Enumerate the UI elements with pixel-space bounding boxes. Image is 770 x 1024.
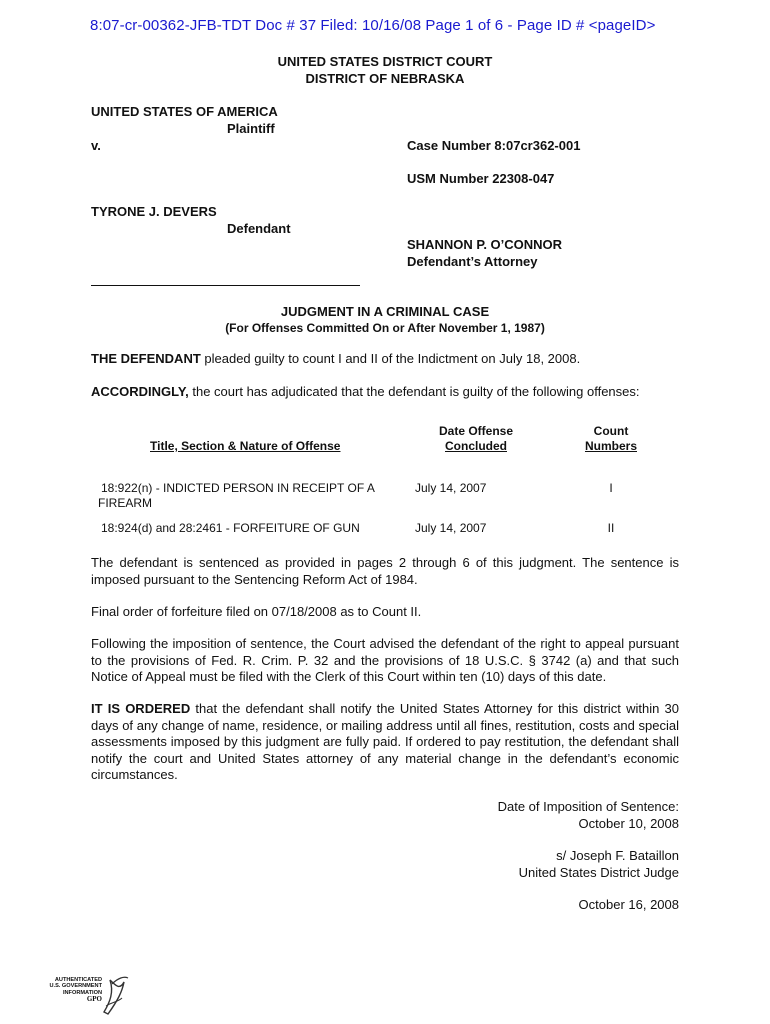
signed-date: October 16, 2008: [578, 897, 679, 912]
offense-row-1-date: July 14, 2007: [415, 481, 487, 495]
header-offense: Title, Section & Nature of Offense: [150, 439, 341, 453]
ordered-text: that the defendant shall notify the United States Attorney for this district within 30 days of any change of name, residence, or mailing address until all fines, restitution, costs and special assessments imposed by this judgment are fully paid. If ordered to pay restitution, the defendant shall notify the court and United States attorney of any material change in the defendant’s economic circumstances.: [91, 701, 679, 782]
defendant-name: TYRONE J. DEVERS: [91, 204, 217, 219]
judgment-subtitle: (For Offenses Committed On or After November 1, 1987): [225, 321, 545, 335]
header-date-1: Date Offense: [438, 424, 514, 438]
offense-row-1-line1: 18:922(n) - INDICTED PERSON IN RECEIPT OF A: [101, 481, 375, 495]
attorney-name: SHANNON P. O’CONNOR: [407, 237, 563, 252]
gpo-seal-text: [40, 977, 102, 1003]
accordingly-lead: ACCORDINGLY,: [91, 384, 189, 399]
accordingly-statement: [91, 384, 640, 399]
offense-row-2-count: II: [607, 521, 615, 535]
plaintiff-name: UNITED STATES OF AMERICA: [91, 104, 278, 119]
header-count-2: Numbers: [584, 439, 637, 453]
accordingly-text: the court has adjudicated that the defendant is guilty of the following offenses:: [188, 384, 640, 399]
judge-title: United States District Judge: [518, 865, 679, 880]
header-date-2: Concluded: [445, 439, 507, 453]
gpo-line-3: INFORMATION: [62, 989, 102, 996]
versus: v.: [91, 138, 101, 153]
plea-text: pleaded guilty to count I and II of the Indictment on July 18, 2008.: [200, 351, 581, 366]
gpo-line-2: U.S. GOVERNMENT: [49, 983, 102, 990]
offense-row-2-date: July 14, 2007: [415, 521, 487, 535]
judge-signature: s/ Joseph F. Bataillon: [556, 848, 679, 863]
imposition-date: October 10, 2008: [578, 816, 679, 831]
defendant-role: Defendant: [227, 221, 291, 236]
appeal-paragraph: Following the imposition of sentence, the Court advised the defendant of the right to appeal pursuant to the provisions of Fed. R. Crim. P. 32 and the provisions of 18 U.S.C. § 3742 (a) and that such Notice of Appeal must be filed with the Clerk of this Court within ten (10) days of this date.: [91, 636, 679, 684]
sentence-paragraph: The defendant is sentenced as provided in pages 2 through 6 of this judgment. The sentence is imposed pursuant to the Sentencing Reform Act of 1984.: [91, 555, 679, 587]
ordered-paragraph: [91, 701, 679, 784]
forfeiture-paragraph: Final order of forfeiture filed on 07/18/2008 as to Count II.: [91, 604, 422, 619]
gpo-line-4: GPO: [86, 995, 102, 1004]
usm-number: USM Number 22308-047: [407, 171, 555, 186]
offense-row-1-count: I: [609, 481, 613, 495]
gpo-authentication-seal: [40, 972, 132, 1016]
offense-row-2-line1: 18:924(d) and 28:2461 - FORFEITURE OF GUN: [101, 521, 360, 535]
attorney-role: Defendant’s Attorney: [407, 254, 538, 269]
ordered-lead: IT IS ORDERED: [91, 701, 191, 716]
court-district: DISTRICT OF NEBRASKA: [305, 71, 465, 86]
eagle-icon: [100, 972, 130, 1016]
docket-header: 8:07-cr-00362-JFB-TDT Doc # 37 Filed: 10/16/08 Page 1 of 6 - Page ID # <pageID>: [90, 17, 656, 34]
court-name: UNITED STATES DISTRICT COURT: [277, 54, 493, 69]
imposition-label: Date of Imposition of Sentence:: [497, 799, 679, 814]
gpo-line-1: AUTHENTICATED: [54, 977, 102, 983]
offense-row-1-line2: FIREARM: [98, 496, 152, 510]
caption-divider: [91, 285, 360, 286]
plea-statement: [91, 351, 580, 366]
plaintiff-role: Plaintiff: [227, 121, 275, 136]
case-number: Case Number 8:07cr362-001: [407, 138, 581, 153]
header-count-1: Count: [593, 424, 629, 438]
plea-lead: THE DEFENDANT: [91, 351, 201, 366]
judgment-title: JUDGMENT IN A CRIMINAL CASE: [280, 304, 490, 319]
